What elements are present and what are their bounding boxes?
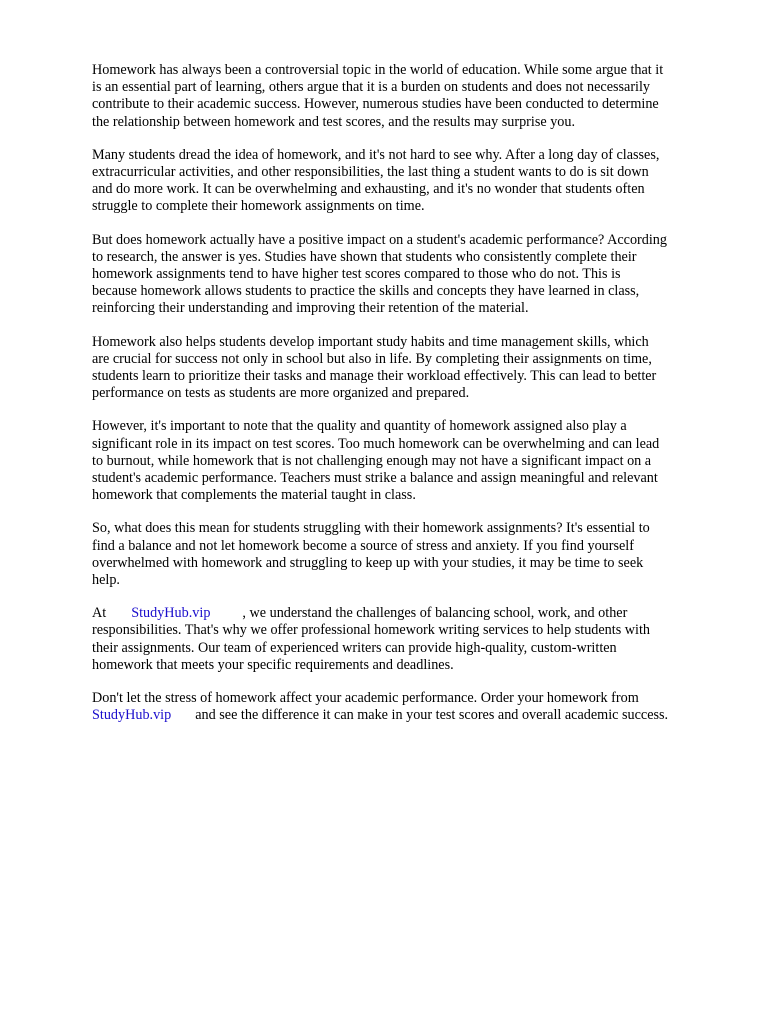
- text-line: struggle to complete their homework assignments on time.: [92, 198, 425, 215]
- text-line: performance on tests as students are more organized and prepared.: [92, 385, 470, 402]
- text-line: the relationship between homework and test scores, and the results may surprise you.: [92, 113, 576, 130]
- text-line: help.: [92, 572, 120, 589]
- text-line: However, it's important to note that the quality and quantity of homework assigned also play a: [92, 418, 627, 435]
- text-fragment: , we understand the challenges of balancing school, work, and other: [242, 605, 628, 622]
- studyhub-link[interactable]: StudyHub.vip: [131, 605, 211, 622]
- text-line: homework that meets your specific requirements and deadlines.: [92, 656, 454, 673]
- text-line: [92, 605, 732, 622]
- text-line: students learn to prioritize their tasks and manage their workload effectively. This can lead to better: [92, 368, 657, 385]
- text-line: Many students dread the idea of homework, and it's not hard to see why. After a long day of classes,: [92, 146, 660, 163]
- text-line: are crucial for success not only in school but also in life. By completing their assignments on time,: [92, 350, 652, 367]
- studyhub-link[interactable]: StudyHub.vip: [92, 707, 172, 724]
- paragraph-closing: [92, 690, 732, 724]
- text-line: reinforcing their understanding and improving their retention of the material.: [92, 300, 529, 317]
- text-line: homework assignments tend to have higher test scores compared to those who do not. This is: [92, 266, 621, 283]
- paragraph-studyhub: [92, 605, 732, 674]
- text-line: because homework allows students to practice the skills and concepts they have learned in class,: [92, 283, 640, 300]
- text-line: [92, 707, 732, 724]
- paragraph-balance: [92, 520, 732, 589]
- at-prefix: At: [92, 605, 107, 622]
- text-line: extracurricular activities, and other responsibilities, the last thing a student wants to do is sit down: [92, 164, 649, 181]
- text-line: Homework also helps students develop important study habits and time management skills, which: [92, 333, 649, 350]
- text-fragment: and see the difference it can make in your test scores and overall academic success.: [195, 707, 669, 724]
- text-line: significant role in its impact on test scores. Too much homework can be overwhelming and can lead: [92, 435, 660, 452]
- text-line: to burnout, while homework that is not challenging enough may not have a significant impact on a: [92, 452, 652, 469]
- text-line: is an essential part of learning, others argue that it is a burden on students and does not necessarily: [92, 79, 651, 96]
- text-line: Homework has always been a controversial topic in the world of education. While some argue that it: [92, 62, 664, 78]
- text-line: Don't let the stress of homework affect your academic performance. Order your homework from: [92, 690, 639, 707]
- document-page: [92, 62, 732, 741]
- paragraph-quality: [92, 418, 732, 504]
- text-line: student's academic performance. Teachers must strike a balance and assign meaningful and relevant: [92, 470, 658, 487]
- paragraph-intro: [92, 62, 732, 131]
- text-line: and do more work. It can be overwhelming and exhausting, and it's no wonder that students often: [92, 181, 645, 198]
- text-line: their assignments. Our team of experienced writers can provide high-quality, custom-written: [92, 639, 617, 656]
- text-line: responsibilities. That's why we offer professional homework writing services to help students with: [92, 622, 651, 639]
- text-line: find a balance and not let homework become a source of stress and anxiety. If you find yourself: [92, 537, 634, 554]
- text-line: But does homework actually have a positive impact on a student's academic performance? According: [92, 231, 667, 248]
- text-line: to research, the answer is yes. Studies have shown that students who consistently complete their: [92, 248, 637, 265]
- text-line: homework that complements the material taught in class.: [92, 487, 416, 504]
- paragraph-dread: [92, 147, 732, 216]
- paragraph-habits: [92, 334, 732, 403]
- text-line: contribute to their academic success. However, numerous studies have been conducted to determine: [92, 96, 659, 113]
- paragraph-research: [92, 232, 732, 318]
- text-line: So, what does this mean for students struggling with their homework assignments? It's essential to: [92, 520, 650, 537]
- text-line: overwhelmed with homework and struggling to keep up with your studies, it may be time to seek: [92, 554, 644, 571]
